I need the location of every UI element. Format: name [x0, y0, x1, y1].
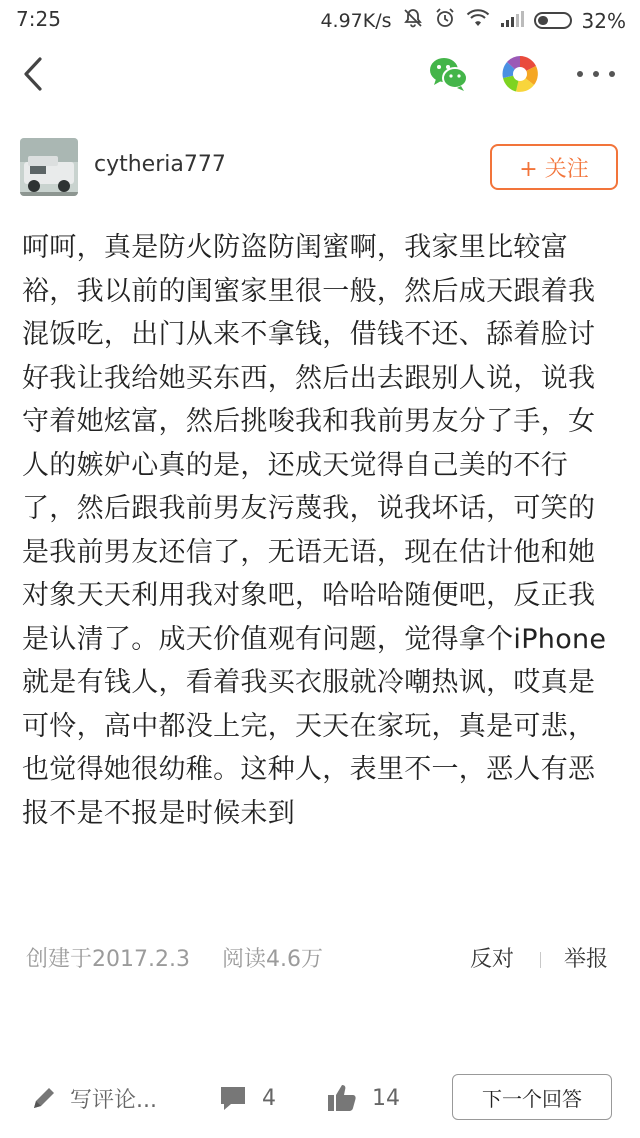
- status-bar: [0, 0, 640, 38]
- report-button[interactable]: 举报: [564, 947, 609, 972]
- battery-percent: 32%: [581, 8, 626, 33]
- back-button[interactable]: [16, 52, 56, 96]
- wechat-icon: [428, 54, 470, 94]
- share-moments-button[interactable]: [500, 54, 540, 94]
- thumbs-up-icon: [326, 1083, 358, 1113]
- comments-button[interactable]: [218, 1078, 276, 1118]
- pencil-icon: [30, 1084, 58, 1112]
- author-row: [0, 138, 640, 198]
- answer-content: 呵呵，真是防火防盗防闺蜜啊，我家里比较富裕，我以前的闺蜜家里很一般，然后成天跟着我混饭吃，出门从来不拿钱，借钱不还、舔着脸讨好我让我给她买东西，然后出去跟别人说，说我守着她炫富，然后挑唆我和我前男友分了手，女人的嫉妒心真的是，还成天觉得自己美的不行了，然后跟我前男友污蔑我，说我坏话，可笑的是我前男友还信了，无语无语，现在估计他和她对象天天利用我对象吧，哈哈哈随便吧，反正我是认清了。成天价值观有问题，觉得拿个iPhone就是有钱人，看着我买衣服就冷嘲热讽，哎真是可怜，高中都没上完，天天在家玩，真是可悲，也觉得她很幼稚。这种人，表里不一，恶人有恶报不是不报是时候未到: [22, 232, 607, 829]
- follow-button[interactable]: + 关注: [490, 144, 618, 190]
- battery-fill: [538, 16, 548, 25]
- battery-icon: [534, 12, 572, 29]
- next-answer-button[interactable]: 下一个回答: [452, 1074, 612, 1120]
- moments-icon: [500, 54, 540, 94]
- comment-placeholder: 写评论...: [70, 1087, 157, 1113]
- alarm-icon: [434, 7, 456, 34]
- username[interactable]: cytheria777: [94, 152, 226, 177]
- oppose-button[interactable]: 反对: [470, 947, 515, 972]
- comment-bubble-icon: [218, 1083, 248, 1113]
- created-date: 创建于2017.2.3: [26, 947, 190, 972]
- status-time: 7:25: [16, 7, 61, 31]
- network-speed: 4.97K/s: [320, 9, 392, 32]
- back-arrow-icon: [16, 52, 56, 96]
- bottom-bar: [0, 1072, 640, 1124]
- like-button[interactable]: [326, 1078, 400, 1118]
- more-button[interactable]: [574, 60, 618, 88]
- avatar[interactable]: [20, 138, 78, 196]
- write-comment-button[interactable]: [30, 1078, 157, 1118]
- like-count: 14: [372, 1085, 400, 1111]
- meta-divider: [540, 952, 541, 968]
- status-indicators: [320, 7, 626, 34]
- comment-count: 4: [262, 1085, 276, 1111]
- wifi-icon: [466, 8, 490, 33]
- meta-row: [0, 936, 640, 980]
- read-count: 阅读4.6万: [222, 947, 323, 972]
- more-dots-icon: [574, 60, 618, 88]
- signal-icon: [500, 9, 524, 33]
- nav-bar: [0, 38, 640, 110]
- share-wechat-button[interactable]: [428, 54, 470, 94]
- mute-icon: [402, 7, 424, 34]
